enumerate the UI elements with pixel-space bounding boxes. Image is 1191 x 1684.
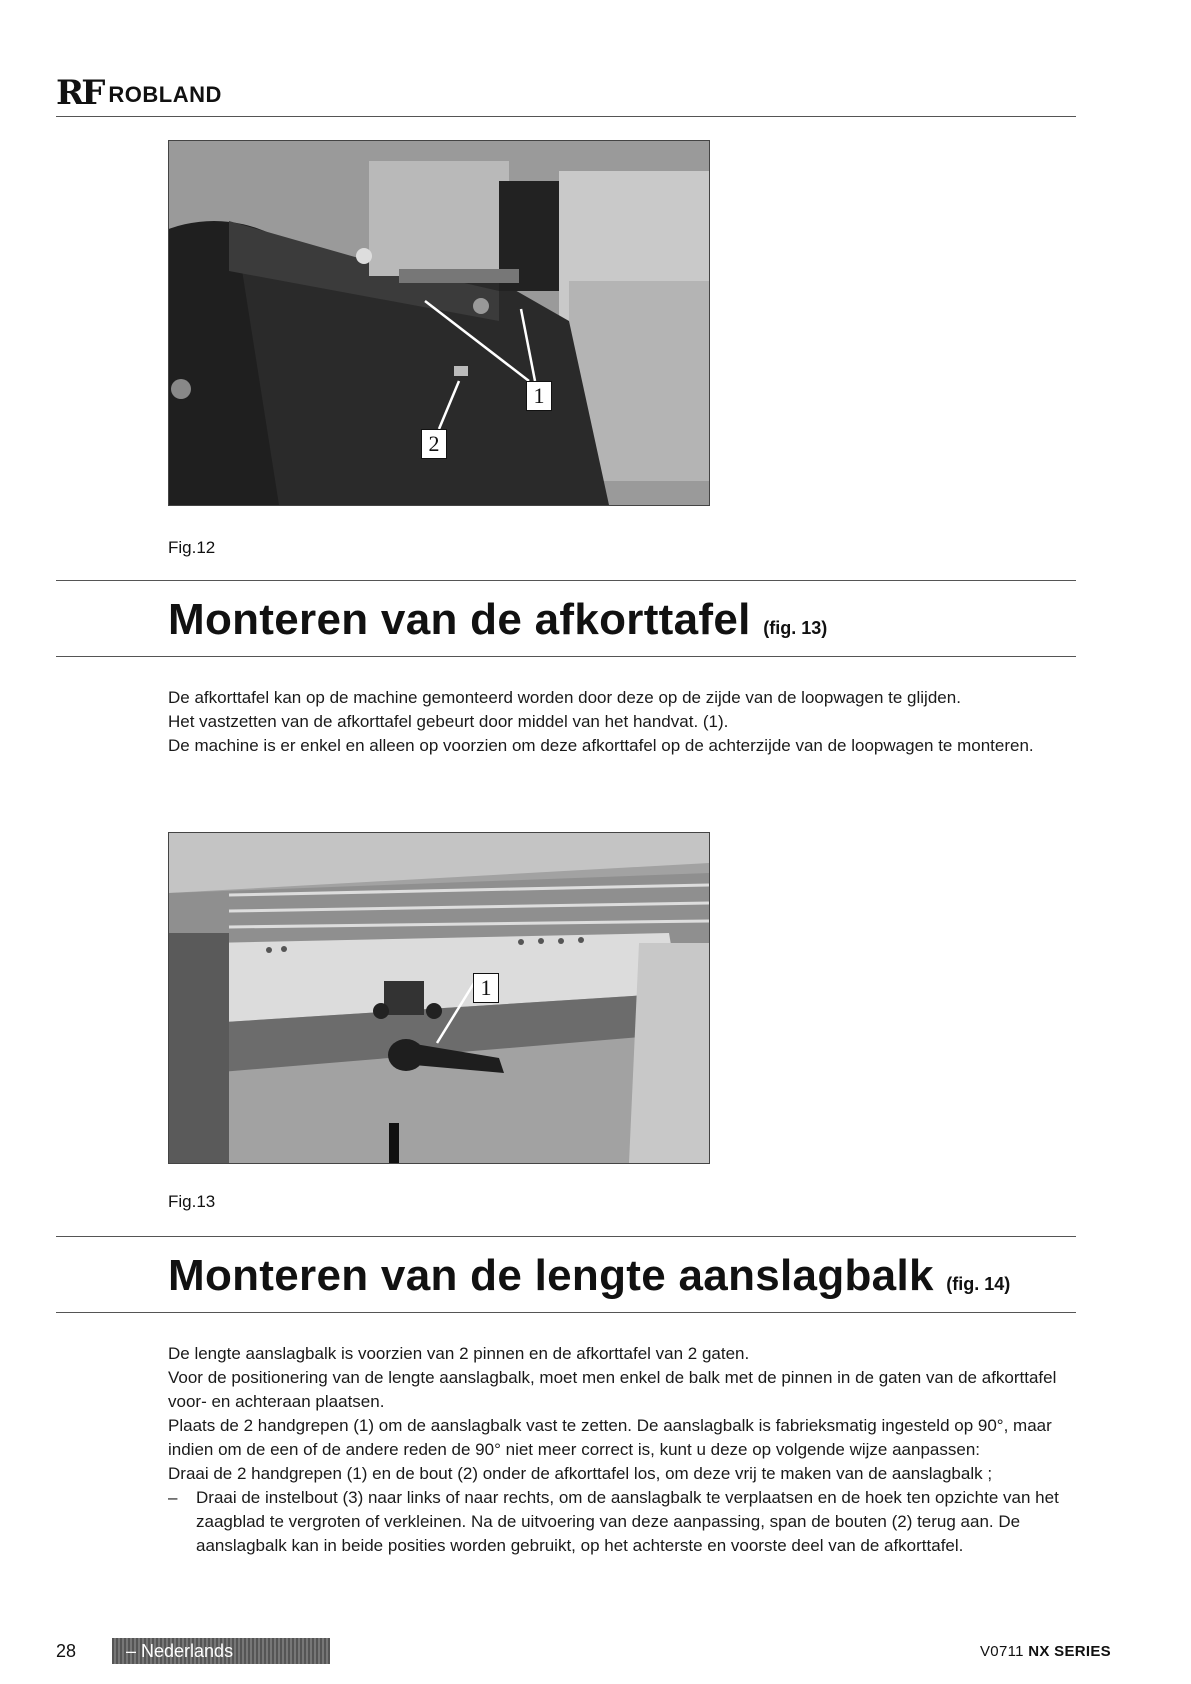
header-rule [56, 116, 1076, 117]
section2-body [168, 1342, 1068, 1558]
fig12-caption: Fig.12 [168, 538, 216, 557]
fig13-illustration [169, 833, 709, 1163]
section1-paragraph: Het vastzetten van de afkorttafel gebeurt door middel van het handvat. (1). [168, 712, 729, 731]
fig13-photo [168, 832, 710, 1164]
brand-logo [56, 73, 222, 113]
bullet-dash: – [168, 1488, 178, 1507]
section2-paragraph: Plaats de 2 handgrepen (1) om de aanslagbalk vast te zetten. De aanslagbalk is fabrieksmatig ingesteld op 90°, maar indien om de een of de andere reden de 90° niet meer correct is, kunt u deze op volgende wijze aanpassen: [168, 1416, 1052, 1459]
section2-paragraph: De lengte aanslagbalk is voorzien van 2 pinnen en de afkorttafel van 2 gaten. [168, 1344, 750, 1363]
section1-paragraph: De machine is er enkel en alleen op voorzien om deze afkorttafel op de achterzijde van de loopwagen te monteren. [168, 736, 1034, 755]
section1-paragraph: De afkorttafel kan op de machine gemonteerd worden door deze op de zijde van de loopwagen te glijden. [168, 688, 961, 707]
section1-fig-ref: (fig. 13) [763, 618, 828, 638]
fig13-callout-1: 1 [473, 973, 499, 1003]
footer-series [980, 1643, 1111, 1660]
fig12-photo [168, 140, 710, 506]
section2-paragraph: Draai de 2 handgrepen (1) en de bout (2) onder de afkorttafel los, om deze vrij te maken van de aanslagbalk ; [168, 1464, 993, 1483]
section2-bullet [168, 1486, 1068, 1558]
section2-paragraph: Voor de positionering van de lengte aanslagbalk, moet men enkel de balk met de pinnen in de gaten van de afkorttafel voor- en achteraan plaatsen. [168, 1368, 1057, 1411]
page-number: 28 [56, 1641, 77, 1661]
fig12-callout-2: 2 [421, 429, 447, 459]
section1-top-rule [56, 580, 1076, 581]
bullet-text: Draai de instelbout (3) naar links of naar rechts, om de aanslagbalk te verplaatsen en de hoek ten opzichte van het zaagblad te vergroten of verkleinen. Na de uitvoering van deze aanpassing, span de bouten (2) terug aan. De aanslagbalk kan in beide posities worden gebruikt, op het achterste en voorste deel van de afkorttafel. [196, 1488, 1059, 1555]
section2-heading [168, 1250, 1010, 1310]
section1-body [168, 686, 1068, 758]
language-tab: – Nederlands [112, 1638, 330, 1664]
section1-title: Monteren van de afkorttafel [168, 595, 751, 644]
footer-version: V0711 [980, 1643, 1024, 1660]
logo-mark: RF [56, 73, 103, 113]
section2-top-rule [56, 1236, 1076, 1237]
section2-title: Monteren van de lengte aanslagbalk [168, 1251, 934, 1300]
section1-heading [168, 594, 827, 654]
section1-bottom-rule [56, 656, 1076, 657]
section2-bottom-rule [56, 1312, 1076, 1313]
fig12-callout-1: 1 [526, 381, 552, 411]
section2-fig-ref: (fig. 14) [946, 1274, 1011, 1294]
fig13-caption: Fig.13 [168, 1192, 216, 1211]
brand-name: ROBLAND [108, 82, 222, 107]
footer-series-name: NX SERIES [1028, 1643, 1111, 1660]
